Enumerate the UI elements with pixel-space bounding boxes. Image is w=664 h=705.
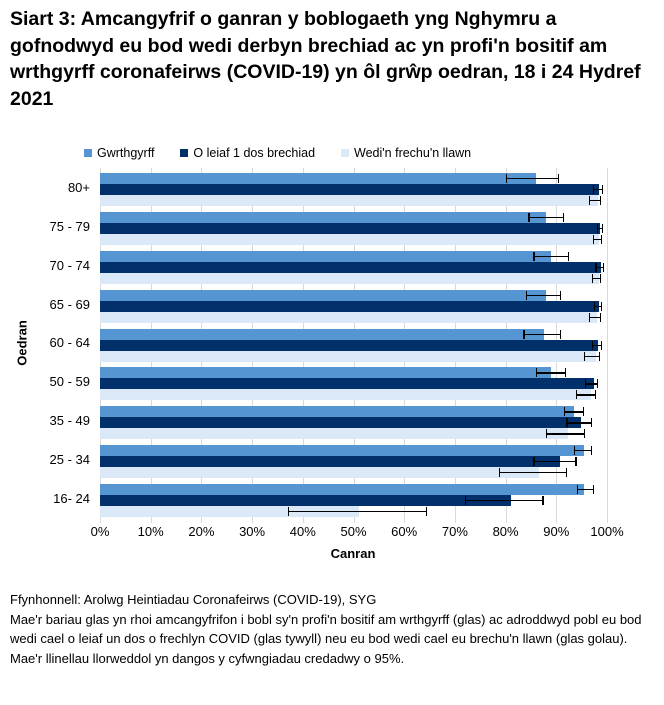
- errorbar-s2-g2: [592, 274, 602, 283]
- bar-s1-g8: [100, 495, 511, 506]
- errorbar-capr: [542, 496, 543, 505]
- errorbar-s1-g5: [585, 379, 599, 388]
- errorbar-line: [506, 178, 559, 179]
- errorbar-capr: [599, 352, 600, 361]
- x-tick-label: 90%: [543, 524, 570, 539]
- bar-s2-g4: [100, 351, 596, 362]
- errorbar-capl: [499, 468, 500, 477]
- errorbar-s2-g8: [288, 507, 427, 516]
- errorbar-line: [576, 394, 597, 395]
- legend-label: O leiaf 1 dos brechiad: [193, 146, 316, 160]
- errorbar-s2-g0: [589, 196, 601, 205]
- errorbar-s2-g7: [499, 468, 567, 477]
- bar-s0-g7: [100, 445, 584, 456]
- x-tick-label: 0%: [90, 524, 110, 539]
- legend-item-1: [180, 146, 315, 160]
- legend-item-0: [84, 146, 154, 160]
- errorbar-capr: [593, 485, 594, 494]
- errorbar-capr: [560, 291, 561, 300]
- category-label-3: 65 - 69: [49, 296, 90, 312]
- bar-s0-g0: [100, 173, 536, 184]
- errorbar-capl: [595, 263, 596, 272]
- errorbar-capl: [533, 252, 534, 261]
- errorbar-s0-g1: [528, 213, 563, 222]
- bar-s2-g7: [100, 467, 539, 478]
- errorbar-capr: [566, 468, 567, 477]
- bar-s2-g1: [100, 234, 599, 245]
- footer: [10, 590, 660, 668]
- x-tick-label: 30%: [239, 524, 266, 539]
- category-label-2: 70 - 74: [49, 257, 90, 273]
- errorbar-capl: [593, 235, 594, 244]
- x-tick-label: 20%: [188, 524, 215, 539]
- errorbar-capr: [583, 407, 584, 416]
- errorbar-line: [288, 511, 427, 512]
- legend-label: Wedi'n frechu'n llawn: [354, 146, 472, 160]
- errorbar-capl: [574, 446, 575, 455]
- legend-swatch-icon: [180, 149, 188, 157]
- errorbar-line: [566, 422, 591, 423]
- errorbar-s0-g5: [536, 368, 566, 377]
- bar-s1-g1: [100, 223, 600, 234]
- errorbar-capr: [597, 379, 598, 388]
- errorbar-capr: [601, 235, 602, 244]
- category-label-8: 16- 24: [53, 490, 90, 506]
- x-tick-label: 100%: [590, 524, 624, 539]
- errorbar-capl: [564, 407, 565, 416]
- errorbar-s0-g4: [523, 330, 561, 339]
- x-tick-label: 70%: [441, 524, 468, 539]
- plot-area: [100, 168, 607, 518]
- errorbar-capr: [600, 313, 601, 322]
- errorbar-s0-g2: [533, 252, 568, 261]
- x-tick-label: 10%: [137, 524, 164, 539]
- bar-s2-g2: [100, 273, 599, 284]
- errorbar-capr: [600, 274, 601, 283]
- category-label-6: 35 - 49: [49, 413, 90, 429]
- errorbar-s1-g3: [594, 302, 603, 311]
- errorbar-capl: [589, 196, 590, 205]
- errorbar-capl: [589, 313, 590, 322]
- bar-s1-g0: [100, 184, 599, 195]
- bar-s2-g0: [100, 195, 598, 206]
- errorbar-capr: [595, 390, 596, 399]
- errorbar-line: [523, 334, 561, 335]
- errorbar-capl: [593, 185, 594, 194]
- errorbar-line: [564, 411, 584, 412]
- errorbar-s1-g7: [533, 457, 576, 466]
- errorbar-capr: [600, 196, 601, 205]
- errorbar-line: [528, 217, 563, 218]
- source-note: Ffynhonnell: Arolwg Heintiadau Coronafeirws (COVID-19), SYG: [10, 592, 377, 607]
- errorbar-capl: [584, 352, 585, 361]
- errorbar-s1-g1: [597, 224, 604, 233]
- errorbar-capl: [465, 496, 466, 505]
- errorbar-s1-g0: [593, 185, 603, 194]
- errorbar-capr: [602, 224, 603, 233]
- legend-swatch-icon: [84, 149, 92, 157]
- errorbar-capl: [523, 330, 524, 339]
- errorbar-s0-g8: [577, 485, 595, 494]
- errorbar-s2-g3: [589, 313, 601, 322]
- bar-s2-g5: [100, 389, 591, 400]
- errorbar-capl: [594, 302, 595, 311]
- errorbar-capr: [575, 457, 576, 466]
- errorbar-line: [533, 256, 568, 257]
- chart-title: Siart 3: Amcangyfrif o ganran y boblogaeth yng Nghymru a gofnodwyd eu bod wedi derbyn brechiad ac yn profi'n bositif am wrthgyrff coronafeirws (COVID-19) yn ôl grŵp oedran, 18 i 24 Hydref 2021: [10, 8, 641, 110]
- errorbar-s1-g6: [566, 418, 591, 427]
- errorbar-line: [574, 450, 592, 451]
- errorbar-line: [526, 295, 561, 296]
- bar-s0-g6: [100, 406, 574, 417]
- y-axis-title: Oedran: [14, 320, 30, 366]
- bar-s2-g6: [100, 428, 568, 439]
- errorbar-line: [465, 500, 544, 501]
- errorbar-capr: [568, 252, 569, 261]
- errorbar-capl: [526, 291, 527, 300]
- errorbar-capr: [426, 507, 427, 516]
- category-label-7: 25 - 34: [49, 452, 90, 468]
- bar-s1-g7: [100, 456, 560, 467]
- errorbar-capr: [560, 330, 561, 339]
- errorbar-capr: [558, 174, 559, 183]
- errorbar-s2-g4: [584, 352, 600, 361]
- bar-s0-g3: [100, 290, 546, 301]
- x-axis-title: Canran: [330, 546, 376, 561]
- errorbar-line: [577, 489, 595, 490]
- errorbar-s0-g6: [564, 407, 584, 416]
- errorbar-line: [546, 433, 585, 434]
- errorbar-capr: [584, 429, 585, 438]
- errorbar-capl: [288, 507, 289, 516]
- bar-s1-g6: [100, 417, 581, 428]
- errorbar-s2-g5: [576, 390, 597, 399]
- errorbar-capl: [536, 368, 537, 377]
- bar-s0-g2: [100, 251, 551, 262]
- category-label-0: 80+: [67, 179, 90, 195]
- bar-s1-g2: [100, 262, 601, 273]
- errorbar-line: [536, 372, 566, 373]
- bar-s1-g3: [100, 301, 599, 312]
- errorbar-s0-g3: [526, 291, 561, 300]
- errorbar-capr: [601, 302, 602, 311]
- errorbar-capl: [592, 341, 593, 350]
- errorbar-capr: [602, 185, 603, 194]
- errorbar-capl: [566, 418, 567, 427]
- bar-s1-g5: [100, 378, 594, 389]
- bar-s0-g1: [100, 212, 546, 223]
- errorbar-capr: [601, 341, 602, 350]
- bar-s0-g5: [100, 367, 551, 378]
- errorbar-line: [584, 356, 600, 357]
- errorbar-capr: [603, 263, 604, 272]
- errorbar-capl: [506, 174, 507, 183]
- errorbar-capl: [576, 390, 577, 399]
- bar-s0-g8: [100, 484, 584, 495]
- errorbar-capl: [528, 213, 529, 222]
- errorbar-s1-g8: [465, 496, 544, 505]
- errorbar-s0-g0: [506, 174, 559, 183]
- legend: [84, 146, 471, 160]
- errorbar-capl: [592, 274, 593, 283]
- x-tick-label: 60%: [391, 524, 418, 539]
- errorbar-s2-g6: [546, 429, 585, 438]
- x-tick-label: 80%: [492, 524, 519, 539]
- errorbar-s2-g1: [593, 235, 602, 244]
- errorbar-capr: [591, 418, 592, 427]
- errorbar-capr: [565, 368, 566, 377]
- errorbar-capl: [585, 379, 586, 388]
- legend-item-2: [341, 146, 471, 160]
- errorbar-capl: [597, 224, 598, 233]
- errorbar-capr: [591, 446, 592, 455]
- category-label-4: 60 - 64: [49, 335, 90, 351]
- category-label-1: 75 - 79: [49, 218, 90, 234]
- bar-s1-g4: [100, 340, 598, 351]
- errorbar-s1-g4: [592, 341, 602, 350]
- errorbar-s1-g2: [595, 263, 604, 272]
- gridline: [607, 168, 608, 523]
- errorbar-s0-g7: [574, 446, 592, 455]
- description-note: Mae'r bariau glas yn rhoi amcangyfrifon i bobl sy'n profi'n bositif am wrthgyrff (glas) ac adroddwyd pobl eu bod wedi cael o leiaf un dos o frechlyn COVID (glas tywyll) neu eu bod wedi cael eu brechu'n llawn (glas golau). Mae'r llinellau llorweddol yn dangos y cyfwngiadau credadwy o 95%.: [10, 611, 642, 666]
- bar-s2-g3: [100, 312, 597, 323]
- bar-s0-g4: [100, 329, 544, 340]
- legend-swatch-icon: [341, 149, 349, 157]
- legend-label: Gwrthgyrff: [97, 146, 155, 160]
- errorbar-capr: [563, 213, 564, 222]
- category-label-5: 50 - 59: [49, 374, 90, 390]
- x-tick-label: 40%: [289, 524, 316, 539]
- errorbar-line: [499, 472, 567, 473]
- x-tick-label: 50%: [340, 524, 367, 539]
- errorbar-capl: [533, 457, 534, 466]
- errorbar-capl: [546, 429, 547, 438]
- errorbar-line: [533, 461, 576, 462]
- errorbar-capl: [577, 485, 578, 494]
